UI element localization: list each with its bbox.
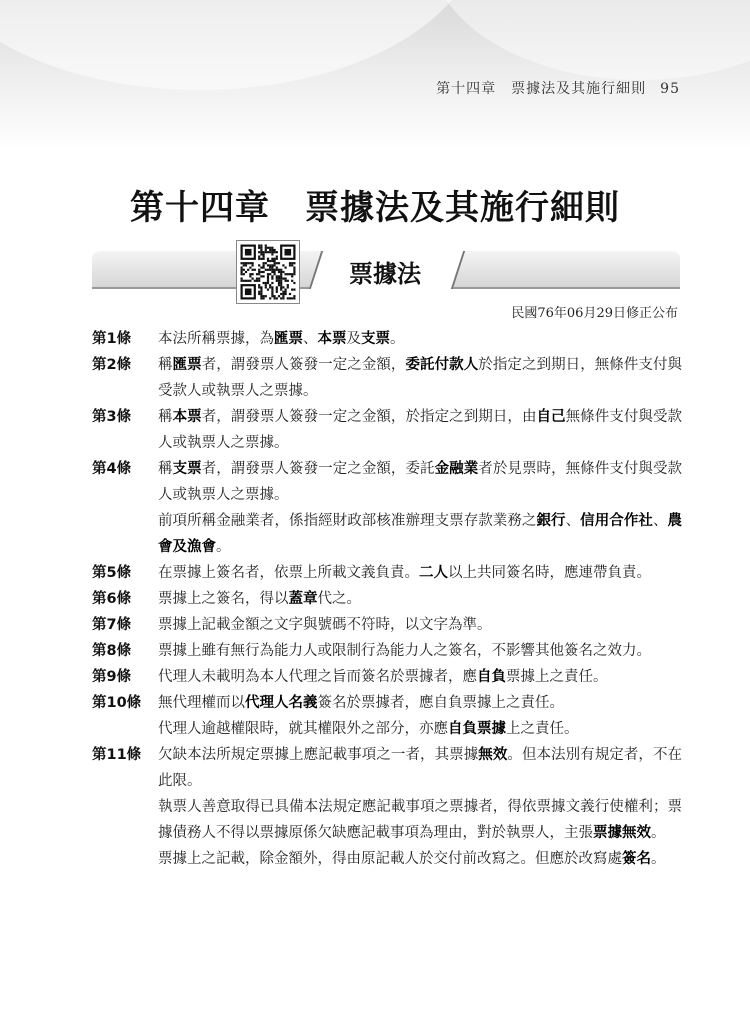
running-header-chapter: 第十四章 票據法及其施行細則 — [436, 81, 647, 97]
text-run: 、 — [652, 513, 668, 529]
article — [92, 326, 682, 352]
text-run: 、 — [565, 513, 581, 529]
emphasized-term: 委託付款人 — [405, 357, 479, 373]
text-run: 稱 — [158, 461, 173, 477]
promulgation-note: 民國76年06月29日修正公布 — [511, 306, 678, 321]
article-body — [158, 638, 682, 664]
emphasized-term: 蓋章 — [288, 591, 318, 607]
text-run: 代之。 — [317, 591, 361, 607]
section-title: 票據法 — [349, 260, 421, 288]
article-body — [158, 456, 682, 560]
article — [92, 586, 682, 612]
text-run: 。 — [216, 539, 231, 555]
text-run: 者，謂發票人簽發一定之金額， — [201, 357, 406, 373]
text-run: 簽名於票據者，應自負票據上之責任。 — [317, 695, 564, 711]
text-run: 。 — [390, 331, 405, 347]
text-run: 者，謂發票人簽發一定之金額，於指定之到期日，由 — [201, 409, 537, 425]
article-paragraph — [158, 586, 682, 612]
article — [92, 690, 682, 742]
emphasized-term: 無效 — [478, 747, 508, 763]
article-paragraph — [158, 794, 682, 846]
text-run: 。 — [651, 851, 666, 867]
emphasized-term: 金融業 — [434, 461, 479, 477]
emphasized-term: 自己 — [536, 409, 566, 425]
article-number: 第6條 — [92, 591, 132, 607]
article-paragraph — [158, 742, 682, 794]
page-number: 95 — [660, 81, 680, 97]
text-run: 以上共同簽名時，應連帶負責。 — [448, 565, 651, 581]
emphasized-term: 簽名 — [622, 851, 651, 867]
emphasized-term: 銀行 — [536, 513, 566, 529]
article-number: 第4條 — [92, 461, 132, 477]
emphasized-term: 自負票據 — [448, 721, 506, 737]
article-paragraph — [158, 612, 682, 638]
article-number: 第2條 — [92, 357, 132, 373]
header-background — [0, 0, 750, 150]
emphasized-term: 支票 — [361, 331, 390, 347]
article — [92, 456, 682, 560]
article-number: 第7條 — [92, 617, 132, 633]
article-body — [158, 664, 682, 690]
article — [92, 612, 682, 638]
article — [92, 638, 682, 664]
text-run: 前項所稱金融業者，係指經財政部核准辦理支票存款業務之 — [158, 513, 537, 529]
article-paragraph — [158, 560, 682, 586]
article-number: 第11條 — [92, 747, 142, 763]
text-run: 稱 — [158, 357, 173, 373]
emphasized-term: 匯票 — [172, 357, 202, 373]
article-body — [158, 560, 682, 586]
article-paragraph — [158, 638, 682, 664]
article-body — [158, 612, 682, 638]
text-run: 票據上之簽名，得以 — [158, 591, 289, 607]
article — [92, 664, 682, 690]
article-number: 第9條 — [92, 669, 132, 685]
article-paragraph — [158, 716, 682, 742]
emphasized-term: 匯票 — [274, 331, 303, 347]
emphasized-term: 本票 — [317, 331, 347, 347]
running-header — [436, 78, 680, 98]
emphasized-term: 信用合作社 — [580, 513, 653, 529]
text-run: 代理人未載明為本人代理之旨而簽名於票據者，應 — [158, 669, 477, 685]
text-run: 代理人逾越權限時，就其權限外之部分，亦應 — [158, 721, 448, 737]
article-paragraph — [158, 326, 682, 352]
emphasized-term: 代理人名義 — [245, 695, 318, 711]
article-number: 第3條 — [92, 409, 132, 425]
article-body — [158, 352, 682, 404]
text-run: 上之責任。 — [506, 721, 579, 737]
text-run: 及 — [346, 331, 361, 347]
text-run: 本法所稱票據，為 — [158, 331, 274, 347]
article-body — [158, 404, 682, 456]
article — [92, 560, 682, 586]
article-paragraph — [158, 664, 682, 690]
article-number: 第5條 — [92, 565, 132, 581]
article-number: 第1條 — [92, 331, 132, 347]
text-run: 稱 — [158, 409, 173, 425]
text-run: 票據上雖有無行為能力人或限制行為能力人之簽名，不影響其他簽名之效力。 — [158, 643, 651, 659]
emphasized-term: 自負 — [477, 669, 506, 685]
text-run: 、 — [303, 331, 318, 347]
text-run: 執票人善意取得已具備本法規定應記載事項之票據者，得依票據文義行使權利；票據債務人不得以票據原係欠缺應記載事項為理由，對於執票人，主張 — [158, 799, 682, 841]
article-number: 第8條 — [92, 643, 132, 659]
emphasized-term: 票據無效 — [593, 825, 651, 841]
article — [92, 352, 682, 404]
article-paragraph — [158, 404, 682, 456]
article-body — [158, 690, 682, 742]
text-run: 在票據上簽名者，依票上所載文義負責。 — [158, 565, 419, 581]
article — [92, 404, 682, 456]
article-body — [158, 586, 682, 612]
article — [92, 742, 682, 872]
article-list — [92, 326, 682, 872]
header-decor-arc — [430, 0, 750, 80]
article-paragraph — [158, 690, 682, 716]
text-run: 票據上之責任。 — [506, 669, 608, 685]
article-body — [158, 742, 682, 872]
article-paragraph — [158, 508, 682, 560]
emphasized-term: 農會及漁會 — [158, 513, 683, 555]
text-run: 者，謂發票人簽發一定之金額，委託 — [201, 461, 435, 477]
article-number: 第10條 — [92, 695, 142, 711]
article-paragraph — [158, 456, 682, 508]
text-run: 票據上之記載，除金額外，得由原記載人於交付前改寫之。但應於改寫處 — [158, 851, 622, 867]
text-run: 。 — [651, 825, 666, 841]
article-body — [158, 326, 682, 352]
emphasized-term: 本票 — [172, 409, 202, 425]
chapter-title: 第十四章 票據法及其施行細則 — [130, 188, 620, 228]
emphasized-term: 二人 — [419, 565, 448, 581]
text-run: 無條件支付與受款人或執票人之票據。 — [158, 409, 683, 451]
qr-code-graphic — [237, 241, 299, 303]
emphasized-term: 支票 — [172, 461, 202, 477]
article-paragraph — [158, 846, 682, 872]
header-decor-arc — [0, 0, 480, 90]
qr-code-icon[interactable] — [236, 240, 300, 304]
text-run: 。但本法別有規定者，不在此限。 — [158, 747, 683, 789]
text-run: 者於見票時，無條件支付與受款人或執票人之票據。 — [158, 461, 683, 503]
text-run: 票據上記載金額之文字與號碼不符時，以文字為準。 — [158, 617, 492, 633]
article-paragraph — [158, 352, 682, 404]
text-run: 無代理權而以 — [158, 695, 245, 711]
text-run: 於指定之到期日，無條件支付與受款人或執票人之票據。 — [158, 357, 683, 399]
text-run: 欠缺本法所規定票據上應記載事項之一者，其票據 — [158, 747, 479, 763]
